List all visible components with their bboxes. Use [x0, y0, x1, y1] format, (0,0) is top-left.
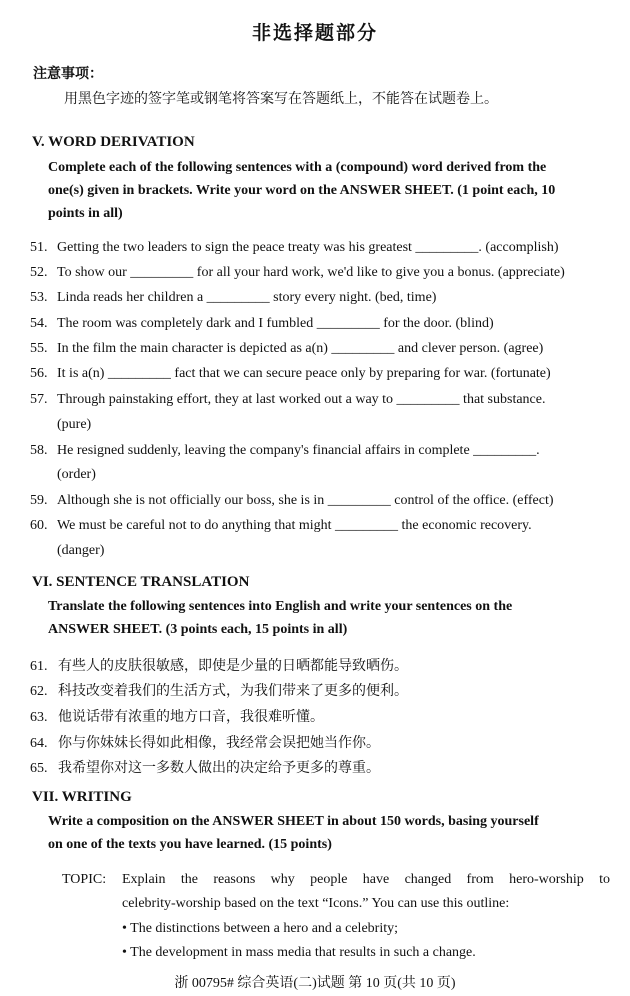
- translation-item: [30, 706, 324, 726]
- question-text: We must be careful not to do anything that might _________ the economic recovery.: [57, 518, 532, 533]
- instruction-line: on one of the texts you have learned. (15 points): [48, 837, 332, 852]
- translation-text: 你与你妹妹长得如此相像，我经常会误把她当作你。: [58, 736, 380, 751]
- instruction-line: Write a composition on the ANSWER SHEET in about 150 words, basing yourself: [48, 814, 539, 829]
- section-instruction: [48, 810, 610, 856]
- question-number: 57.: [30, 392, 48, 407]
- question-number: 64.: [30, 736, 48, 751]
- question-number: 63.: [30, 710, 48, 725]
- section-instruction: [48, 156, 610, 225]
- question-number: 52.: [30, 265, 48, 280]
- notice-text: 用黑色字迹的签字笔或钢笔将答案写在答题纸上，不能答在试题卷上。: [64, 92, 498, 107]
- section-instruction: [48, 595, 610, 641]
- question-item: [30, 235, 610, 260]
- notice-label: 注意事项：: [33, 67, 103, 82]
- question-text: Linda reads her children a _________ story every night. (bed, time): [57, 290, 437, 305]
- instruction-line: ANSWER SHEET. (3 points each, 15 points in all): [48, 622, 348, 637]
- page-title: 非选择题部分: [251, 23, 378, 44]
- question-hint: (pure): [57, 417, 92, 432]
- question-number: 62.: [30, 684, 48, 699]
- question-item: [30, 488, 610, 513]
- question-hint: (order): [57, 467, 96, 482]
- question-item: [30, 311, 610, 336]
- instruction-line: points in all): [48, 206, 123, 221]
- translation-item: [30, 757, 380, 777]
- outline-bullet: • The development in mass media that results in such a change.: [122, 945, 476, 960]
- question-number: 54.: [30, 316, 48, 331]
- question-number: 51.: [30, 240, 48, 255]
- question-text: It is a(n) _________ fact that we can secure peace only by preparing for war. (fortunate): [57, 366, 551, 381]
- question-item: [30, 336, 610, 361]
- question-text: He resigned suddenly, leaving the company's financial affairs in complete _________.: [57, 443, 540, 458]
- section-heading-sentence-translation: VI. SENTENCE TRANSLATION: [32, 574, 250, 590]
- question-number: 60.: [30, 518, 48, 533]
- translation-text: 科技改变着我们的生活方式，为我们带来了更多的便利。: [58, 684, 408, 699]
- instruction-line: Complete each of the following sentences with a (compound) word derived from the: [48, 160, 547, 175]
- question-hint: (danger): [57, 543, 105, 558]
- question-item: [30, 513, 610, 538]
- question-item: [30, 387, 610, 412]
- translation-item: [30, 655, 408, 675]
- question-item: [30, 438, 610, 463]
- question-item: [30, 260, 610, 285]
- question-item: [30, 361, 610, 386]
- outline-bullet: • The distinctions between a hero and a celebrity;: [122, 921, 398, 936]
- topic-label: TOPIC:: [62, 872, 107, 887]
- question-number: 65.: [30, 761, 48, 776]
- question-text: Although she is not officially our boss, she is in _________ control of the office. (effect): [57, 493, 554, 508]
- question-text: To show our _________ for all your hard work, we'd like to give you a bonus. (appreciate): [57, 265, 565, 280]
- translation-text: 我希望你对这一多数人做出的决定给予更多的尊重。: [58, 761, 380, 776]
- translation-text: 他说话带有浓重的地方口音，我很难听懂。: [58, 710, 324, 725]
- question-text: The room was completely dark and I fumbled _________ for the door. (blind): [57, 316, 494, 331]
- instruction-line: Translate the following sentences into English and write your sentences on the: [48, 599, 513, 614]
- question-number: 58.: [30, 443, 48, 458]
- question-text: In the film the main character is depicted as a(n) _________ and clever person. (agree): [57, 341, 544, 356]
- question-number: 61.: [30, 659, 48, 674]
- topic-text: Explain the reasons why people have changed from hero-worship to: [122, 872, 610, 887]
- question-text: Through painstaking effort, they at last worked out a way to _________ that substance.: [57, 392, 546, 407]
- question-item: [30, 285, 610, 310]
- question-number: 59.: [30, 493, 48, 508]
- section-heading-word-derivation: V. WORD DERIVATION: [32, 134, 195, 150]
- question-number: 56.: [30, 366, 48, 381]
- translation-item: [30, 732, 380, 752]
- question-number: 55.: [30, 341, 48, 356]
- translation-text: 有些人的皮肤很敏感，即使是少量的日晒都能导致晒伤。: [58, 659, 408, 674]
- topic-text: celebrity-worship based on the text “Icons.” You can use this outline:: [122, 896, 510, 911]
- instruction-line: one(s) given in brackets. Write your word on the ANSWER SHEET. (1 point each, 10: [48, 183, 556, 198]
- page-footer: 浙 00795# 综合英语(二)试题 第 10 页(共 10 页): [174, 976, 456, 991]
- translation-item: [30, 680, 408, 700]
- question-number: 53.: [30, 290, 48, 305]
- question-text: Getting the two leaders to sign the peace treaty was his greatest _________. (accomplish): [57, 240, 559, 255]
- section-heading-writing: VII. WRITING: [32, 789, 132, 805]
